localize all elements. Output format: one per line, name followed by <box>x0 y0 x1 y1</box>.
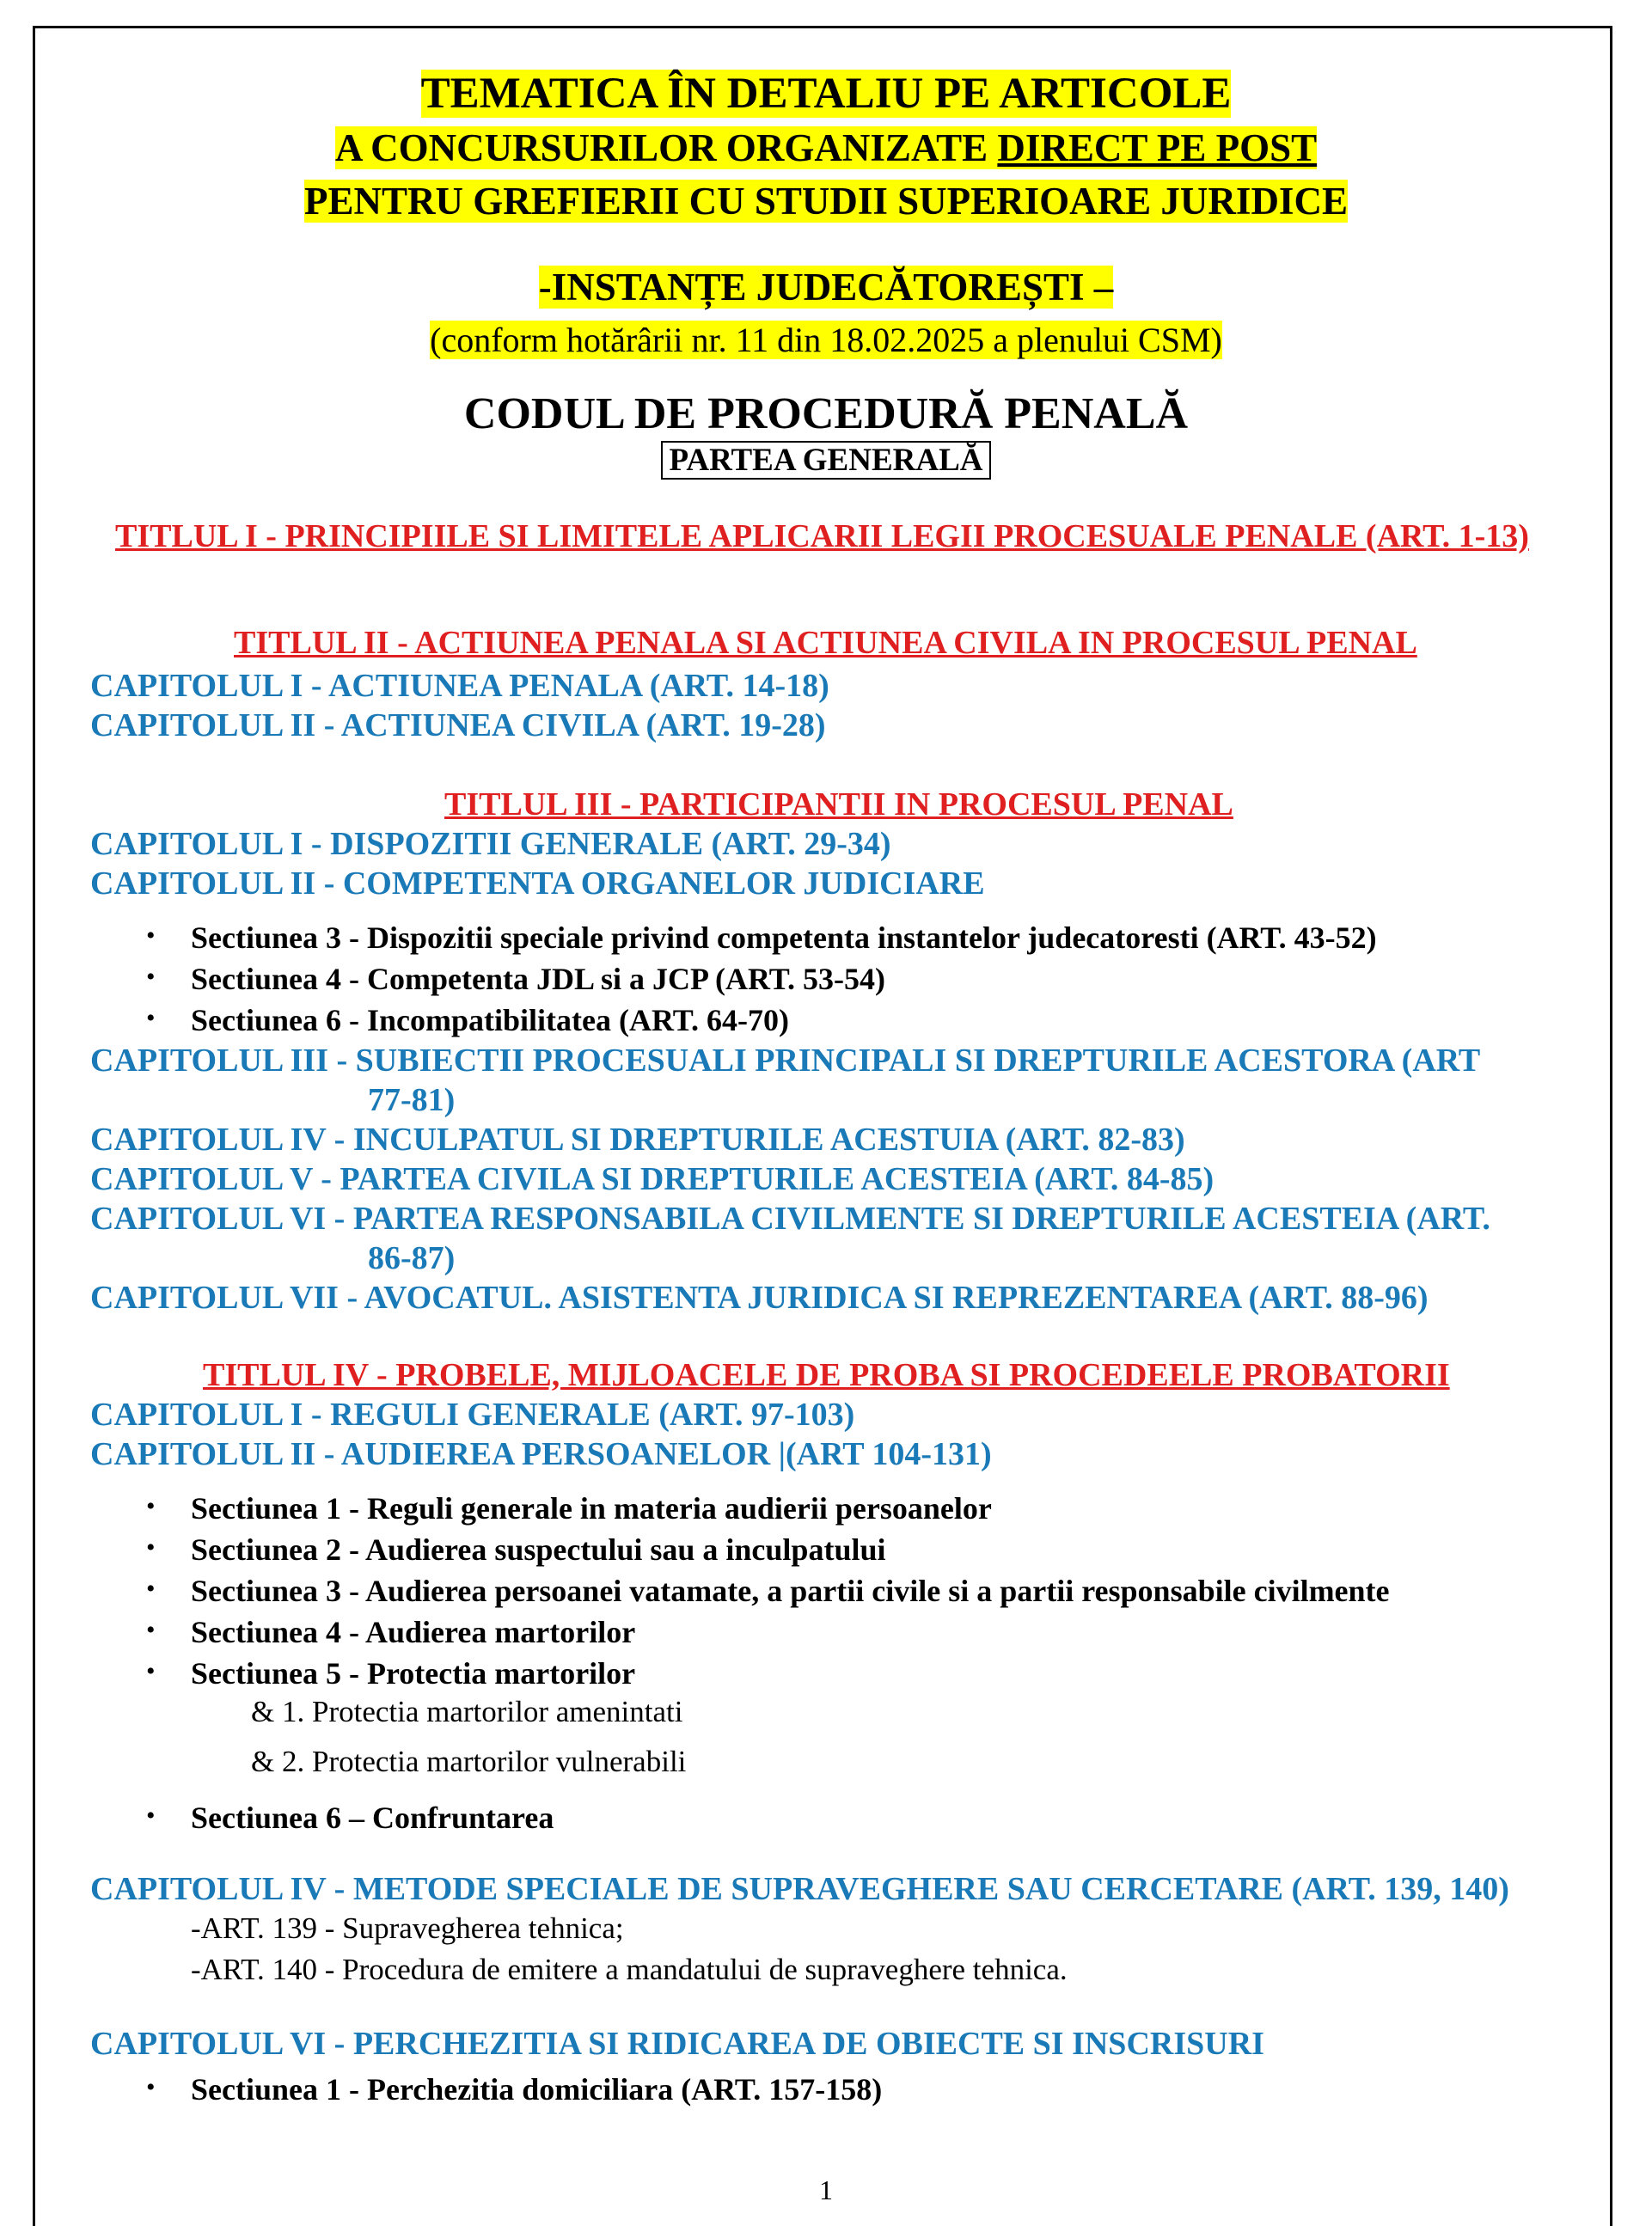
page-number: 1 <box>819 2174 833 2205</box>
t4-capitol-2: CAPITOLUL II - AUDIEREA PERSOANELOR |(ART 104-131) <box>90 1436 992 1472</box>
titlu-2: TITLUL II - ACTIUNEA PENALA SI ACTIUNEA CIVILA IN PROCESUL PENAL <box>234 625 1417 661</box>
t3-sectiunea-4: Sectiunea 4 - Competenta JDL si a JCP (ART. 53-54) <box>191 962 886 996</box>
bullet: • <box>146 1657 156 1685</box>
part-title: PARTEA GENERALĂ <box>0 442 1652 479</box>
t3-sectiunea-6: Sectiunea 6 - Incompatibilitatea (ART. 64-70) <box>191 1003 790 1037</box>
t4-protectie-2: & 2. Protectia martorilor vulnerabili <box>251 1745 687 1778</box>
t4-capitol-1: CAPITOLUL I - REGULI GENERALE (ART. 97-103) <box>90 1397 855 1433</box>
t3-capitol-6-cont: 86-87) <box>368 1240 456 1276</box>
t3-capitol-1: CAPITOLUL I - DISPOZITII GENERALE (ART. 29-34) <box>90 826 891 862</box>
t3-capitol-3: CAPITOLUL III - SUBIECTII PROCESUALI PRINCIPALI SI DREPTURILE ACESTORA (ART <box>90 1043 1481 1079</box>
t4-sectiunea-4: Sectiunea 4 - Audierea martorilor <box>191 1615 636 1649</box>
doc-title: TEMATICA ÎN DETALIU PE ARTICOLE <box>420 70 1232 118</box>
code-title: CODUL DE PROCEDURĂ PENALĂ <box>463 389 1189 438</box>
doc-subtitle-conform: (conform hotărârii nr. 11 din 18.02.2025 a plenului CSM) <box>430 321 1222 359</box>
titlu-3: TITLUL III - PARTICIPANTII IN PROCESUL PENAL <box>444 786 1233 823</box>
bullet: • <box>146 1533 156 1562</box>
doc-subtitle-instante: -INSTANȚE JUDECĂTOREȘTI – <box>538 266 1114 309</box>
t4-capitol-4: CAPITOLUL IV - METODE SPECIALE DE SUPRAVEGHERE SAU CERCETARE (ART. 139, 140) <box>90 1871 1509 1907</box>
bullet: • <box>146 1616 156 1644</box>
t4-capitol-6: CAPITOLUL VI - PERCHEZITIA SI RIDICAREA DE OBIECTE SI INSCRISURI <box>90 2026 1264 2062</box>
bullet: • <box>146 921 156 950</box>
t4-sectiunea-1: Sectiunea 1 - Reguli generale in materia audierii persoanelor <box>191 1491 992 1526</box>
bullet: • <box>146 963 156 991</box>
t3-capitol-4: CAPITOLUL IV - INCULPATUL SI DREPTURILE ACESTUIA (ART. 82-83) <box>90 1122 1185 1158</box>
bullet: • <box>146 1801 156 1830</box>
bullet: • <box>146 1575 156 1603</box>
t4-sectiunea-2: Sectiunea 2 - Audierea suspectului sau a inculpatului <box>191 1532 886 1567</box>
t4-sectiunea-3: Sectiunea 3 - Audierea persoanei vatamate, a partii civile si a partii responsabile civilmente <box>191 1574 1390 1608</box>
t4-art-139: -ART. 139 - Supravegherea tehnica; <box>191 1911 624 1945</box>
bullet: • <box>146 1492 156 1520</box>
t3-capitol-5: CAPITOLUL V - PARTEA CIVILA SI DREPTURILE ACESTEIA (ART. 84-85) <box>90 1161 1215 1197</box>
doc-subtitle-line3: PENTRU GREFIERII CU STUDII SUPERIOARE JURIDICE <box>304 180 1348 223</box>
t4-protectie-1: & 1. Protectia martorilor amenintati <box>251 1695 683 1728</box>
t3-sectiunea-3: Sectiunea 3 - Dispozitii speciale privind competenta instantelor judecatoresti (ART. 43-52) <box>191 920 1377 955</box>
t4-c6-sectiunea-1: Sectiunea 1 - Perchezitia domiciliara (ART. 157-158) <box>191 2072 883 2107</box>
doc-subtitle-line2: A CONCURSURILOR ORGANIZATE DIRECT PE POST <box>334 126 1318 169</box>
t3-capitol-2: CAPITOLUL II - COMPETENTA ORGANELOR JUDICIARE <box>90 865 985 902</box>
bullet: • <box>146 2073 156 2101</box>
t2-capitol-2: CAPITOLUL II - ACTIUNEA CIVILA (ART. 19-28) <box>90 707 826 743</box>
t4-sectiunea-6: Sectiunea 6 – Confruntarea <box>191 1801 554 1835</box>
bullet: • <box>146 1004 156 1032</box>
t4-art-140: -ART. 140 - Procedura de emitere a mandatului de supraveghere tehnica. <box>191 1953 1068 1986</box>
t3-capitol-3-cont: 77-81) <box>368 1082 456 1118</box>
t3-capitol-6: CAPITOLUL VI - PARTEA RESPONSABILA CIVILMENTE SI DREPTURILE ACESTEIA (ART. <box>90 1201 1490 1237</box>
t2-capitol-1: CAPITOLUL I - ACTIUNEA PENALA (ART. 14-18) <box>90 668 829 704</box>
t4-sectiunea-5: Sectiunea 5 - Protectia martorilor <box>191 1656 636 1691</box>
titlu-4: TITLUL IV - PROBELE, MIJLOACELE DE PROBA SI PROCEDEELE PROBATORII <box>203 1357 1450 1393</box>
titlu-1: TITLUL I - PRINCIPIILE SI LIMITELE APLICARII LEGII PROCESUALE PENALE (ART. 1-13) <box>115 518 1529 554</box>
t3-capitol-7: CAPITOLUL VII - AVOCATUL. ASISTENTA JURIDICA SI REPREZENTAREA (ART. 88-96) <box>90 1280 1429 1316</box>
